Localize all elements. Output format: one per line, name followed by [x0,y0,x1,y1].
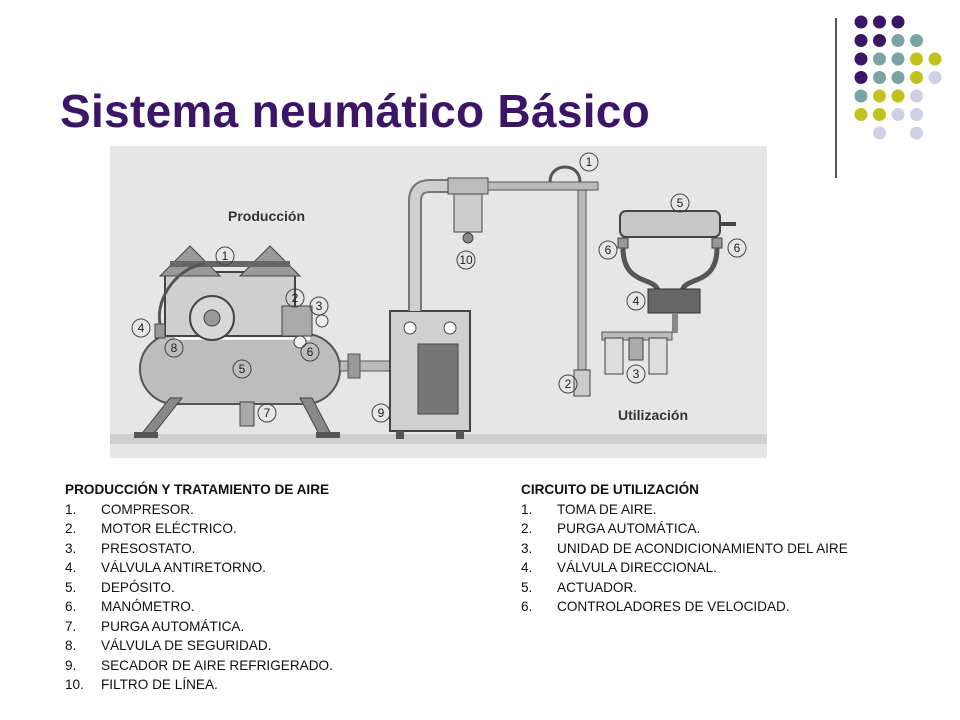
list-item-text: UNIDAD DE ACONDICIONAMIENTO DEL AIRE [557,540,848,556]
decorative-dot [910,53,923,66]
decorative-dot [855,53,868,66]
page-title: Sistema neumático Básico [60,85,651,137]
list-item [65,617,333,637]
list-item-number: 8. [65,638,77,653]
svg-text:4: 4 [137,321,145,335]
list-item [65,539,333,559]
list-item-number: 6. [521,599,533,614]
list-item-number: 5. [65,579,77,595]
decorative-dot [855,90,868,103]
list-item [521,500,848,520]
list-item-number: 2. [65,521,77,536]
list-item [65,675,333,695]
decorative-dot [855,34,868,47]
svg-text:8: 8 [170,341,178,355]
decorative-dot [873,127,886,140]
list-item-text: CONTROLADORES DE VELOCIDAD. [557,599,790,614]
utilizacion-label: Utilización [618,407,689,423]
decorative-dot [929,71,942,84]
decorative-dot [892,53,905,66]
list-item-number: 3. [521,540,533,556]
pneumatic-system-diagram [110,146,767,458]
decorative-vertical-line [835,18,837,178]
list-item-text: PURGA AUTOMÁTICA. [101,618,245,634]
svg-text:6: 6 [733,241,741,255]
list-item [521,539,848,559]
decorative-dot [855,16,868,29]
list-item-number: 1. [65,501,77,517]
list-item [65,519,333,539]
decorative-dot [929,53,942,66]
svg-text:4: 4 [632,294,640,308]
list-item [521,519,848,539]
svg-text:5: 5 [238,362,246,376]
list-item [521,578,848,598]
list-item [521,597,848,617]
produccion-label: Producción [228,208,306,224]
svg-text:2: 2 [564,377,572,391]
list-item-number: 2. [521,521,533,536]
list-item-text: MANÓMETRO. [101,599,195,614]
list-item-number: 4. [521,560,533,575]
decorative-dot [910,71,923,84]
list-item-text: SECADOR DE AIRE REFRIGERADO. [101,657,333,673]
decorative-dot [892,108,905,121]
list-item [65,597,333,617]
list-item-number: 7. [65,618,77,634]
decorative-dot [873,71,886,84]
list-item-number: 5. [521,579,533,595]
decorative-dot [873,53,886,66]
decorative-dot [910,90,923,103]
usage-list [521,480,848,617]
list-item-text: VÁLVULA DIRECCIONAL. [557,560,717,575]
svg-text:10: 10 [459,253,473,267]
list-item [65,636,333,656]
svg-text:1: 1 [221,249,229,263]
svg-text:9: 9 [377,406,385,420]
decorative-dot [855,71,868,84]
svg-text:1: 1 [585,155,593,169]
list-item [65,656,333,676]
list-item-text: MOTOR ELÉCTRICO. [101,521,237,536]
svg-text:3: 3 [632,367,640,381]
list-item-text: PRESOSTATO. [101,540,196,556]
usage-list-heading: CIRCUITO DE UTILIZACIÓN [521,482,699,497]
dryer [390,311,470,439]
list-item [65,558,333,578]
svg-text:2: 2 [291,291,299,305]
decorative-dot [892,16,905,29]
list-item-number: 3. [65,540,77,556]
svg-text:6: 6 [604,243,612,257]
decorative-dot [855,108,868,121]
list-item-number: 9. [65,657,77,673]
decorative-dot [892,71,905,84]
production-list [65,480,333,695]
list-item-text: VÁLVULA DE SEGURIDAD. [101,638,272,653]
list-item-number: 6. [65,599,77,614]
list-item-text: PURGA AUTOMÁTICA. [557,521,701,536]
decorative-dot [873,90,886,103]
list-item-text: TOMA DE AIRE. [557,501,657,517]
list-item-number: 10. [65,677,84,692]
decorative-dot [892,90,905,103]
list-item-number: 4. [65,560,77,575]
list-item-text: COMPRESOR. [101,501,194,517]
decorative-dot [873,16,886,29]
decorative-dot [873,108,886,121]
list-item [65,500,333,520]
decorative-dot [892,34,905,47]
list-item-text: FILTRO DE LÍNEA. [101,677,218,692]
svg-text:5: 5 [676,196,684,210]
svg-text:3: 3 [315,299,323,313]
decorative-dot [873,34,886,47]
list-item [521,558,848,578]
production-list-heading: PRODUCCIÓN Y TRATAMIENTO DE AIRE [65,482,330,497]
decorative-dot [910,127,923,140]
list-item-text: VÁLVULA ANTIRETORNO. [101,560,266,575]
svg-text:7: 7 [263,406,271,420]
decorative-dot [910,34,923,47]
list-item [65,578,333,598]
callout-10-prod [457,251,475,269]
list-item-text: ACTUADOR. [557,579,638,595]
list-item-number: 1. [521,501,533,517]
decorative-dot [910,108,923,121]
svg-text:6: 6 [306,345,314,359]
list-item-text: DEPÓSITO. [101,579,175,595]
